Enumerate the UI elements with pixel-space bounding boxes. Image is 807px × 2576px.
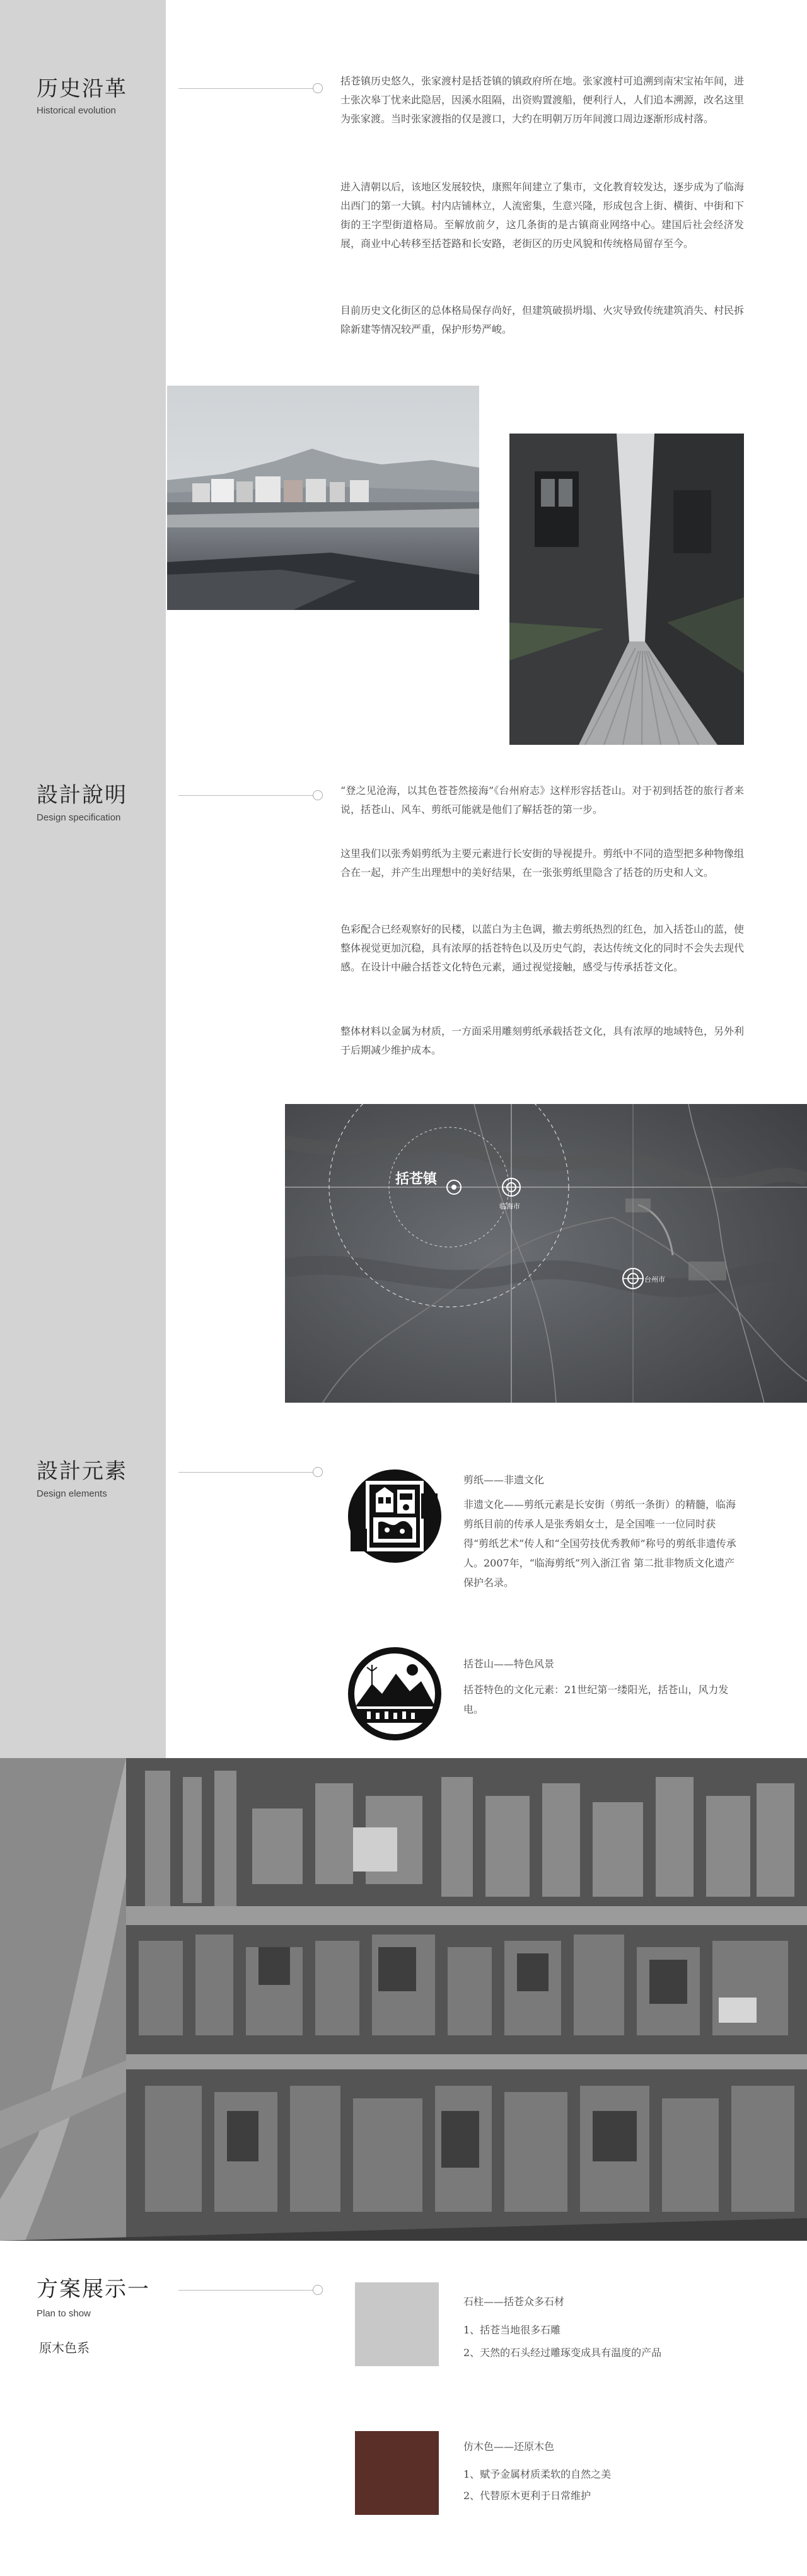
- history-paragraph-1: 括苍镇历史悠久，张家渡村是括苍镇的镇政府所在地。张家渡村可追溯到南宋宝祐年间，进士张次皋丁忧来此隐居，因溪水阻隔，出资购置渡船，便利行人，人们追本溯源，改名这里为张家渡。当时张家渡指的仅是渡口，大约在明朝万历年间渡口周边逐渐形成村落。: [340, 75, 745, 125]
- stone-swatch: [355, 2282, 439, 2366]
- plan-divider: [178, 2290, 314, 2291]
- mountain-papercut-icon: [347, 1646, 443, 1742]
- material-1-item-1: 1、括苍当地很多石雕: [463, 2324, 561, 2336]
- material-2-item-2: 2、代替原木更利于日常维护: [463, 2490, 591, 2502]
- element-2-title: 括苍山——特色风景: [463, 1658, 555, 1670]
- plan-caption: 原木色系: [39, 2340, 90, 2355]
- design-spec-paragraph-3: 色彩配合已经观察好的民楼，以蓝白为主色调，撤去剪纸热烈的红色，加入括苍山的蓝，使整体视觉更加沉稳，具有浓厚的括苍特色以及历史气韵，表达传统文化的同时不会失去现代感。在设计中融合括苍文化特色元素，通过视觉接触，感受与传承括苍文化。: [340, 923, 745, 973]
- old-alley-photo: [509, 434, 744, 745]
- design-elements-title: 設計元素: [37, 1459, 127, 1484]
- element-1-title: 剪纸——非遗文化: [463, 1474, 545, 1486]
- design-spec-title: 設計說明: [37, 783, 127, 808]
- design-elements-divider: [178, 1472, 314, 1473]
- plan-title: 方案展示一: [37, 2277, 150, 2302]
- material-2-title: 仿木色——还原木色: [463, 2441, 555, 2452]
- papercut-emblem-icon: [347, 1468, 443, 1564]
- history-paragraph-3: 目前历史文化街区的总体格局保存尚好，但建筑破损坍塌、火灾导致传统建筑消失、村民拆除新建等情况较严重，保护形势严峻。: [340, 304, 745, 335]
- design-elements-dot-icon: [313, 1467, 323, 1477]
- design-spec-paragraph-4: 整体材料以金属为材质，一方面采用雕刻剪纸承载括苍文化，具有浓厚的地域特色，另外利于后期减少维护成本。: [340, 1025, 745, 1056]
- plan-subtitle: Plan to show: [37, 2308, 91, 2319]
- history-paragraph-2: 进入清朝以后，该地区发展较快，康熙年间建立了集市，文化教育较发达，逐步成为了临海出西门的第一大镇。村内店铺林立，人流密集，生意兴隆，形成包含上街、横街、中街和下街的王字型街道格局。至解放前夕，这几条街的是古镇商业网络中心。建国后社会经济发展，商业中心转移至括苍路和长安路，老街区的历史风貌和传统格局留存至今。: [340, 181, 745, 250]
- element-2-text: 括苍特色的文化元素：21世纪第一缕阳光，括苍山，风力发电。: [463, 1684, 729, 1715]
- aerial-town-photo: [0, 1758, 807, 2241]
- map-taizhou-label: 台州市: [644, 1275, 665, 1284]
- history-dot-icon: [313, 83, 323, 93]
- material-2-item-1: 1、赋予金属材质柔软的自然之美: [463, 2468, 612, 2480]
- design-spec-dot-icon: [313, 790, 323, 800]
- history-subtitle: Historical evolution: [37, 105, 116, 116]
- design-spec-paragraph-2: 这里我们以张秀娟剪纸为主要元素进行长安街的导视提升。剪纸中不同的造型把多种物像组合在一起，并产生出理想中的美好结果，在一张张剪纸里隐含了括苍的历史和人文。: [340, 848, 745, 878]
- material-1-item-2: 2、天然的石头经过雕琢变成具有温度的产品: [463, 2347, 662, 2359]
- plan-dot-icon: [313, 2285, 323, 2295]
- linhai-marker-icon: [502, 1178, 520, 1196]
- map-linhai-label: 临海市: [499, 1202, 520, 1210]
- design-spec-subtitle: Design specification: [37, 812, 121, 823]
- wood-swatch: [355, 2431, 439, 2515]
- river-town-photo: [167, 386, 479, 610]
- element-1-text: 非遗文化——剪纸元素是长安街（剪纸一条街）的精髓，临海剪纸目前的传承人是张秀娟女士，是全国唯一一位同时获得“剪纸艺术”传人和“全国劳技优秀教师”称号的剪纸非遗传承人。2007年，“临海剪纸”列入浙江省 第二批非物质文化遗产保护名录。: [463, 1498, 736, 1589]
- history-divider: [178, 88, 314, 89]
- material-1-title: 石柱——括苍众多石材: [463, 2296, 565, 2308]
- design-spec-paragraph-1: “登之见沧海，以其色苍苍然接海”《台州府志》这样形容括苍山。对于初到括苍的旅行者来说，括苍山、风车、剪纸可能就是他们了解括苍的第一步。: [340, 785, 744, 815]
- design-elements-subtitle: Design elements: [37, 1488, 107, 1499]
- map-town-label: 括苍镇: [395, 1171, 438, 1187]
- design-spec-divider: [178, 795, 314, 796]
- location-map: [285, 1104, 807, 1403]
- history-title: 历史沿革: [37, 76, 127, 101]
